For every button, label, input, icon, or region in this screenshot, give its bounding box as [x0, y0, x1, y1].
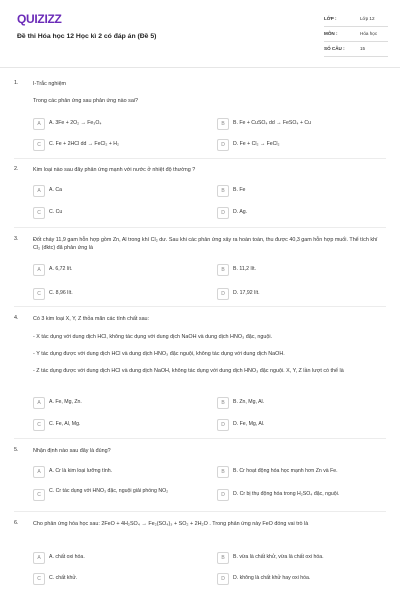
- meta-question-count: [324, 46, 365, 51]
- question-text: Có 3 kim loại X, Y, Z thỏa mãn các tính chất sau:: [33, 316, 150, 322]
- option-letter-box: D: [217, 288, 229, 300]
- option-text: A. Ca: [49, 187, 62, 193]
- question-number: 6.: [14, 520, 19, 526]
- question-divider: [14, 158, 386, 159]
- question-text: Kim loại nào sau đây phản ứng mạnh với nước ở nhiệt độ thường ?: [33, 167, 196, 173]
- option-text: C. Fe + 2HCl dd → FeCl₂ + H₂: [49, 141, 120, 147]
- meta-grade-value: Lớp 12: [360, 16, 375, 21]
- meta-divider: [324, 56, 388, 57]
- question-number: 2.: [14, 166, 19, 172]
- question-number: 3.: [14, 236, 19, 242]
- meta-grade-label: LỚP :: [324, 16, 337, 21]
- option-text: B. Fe: [233, 187, 246, 193]
- quizizz-logo: QUIZIZZ: [17, 12, 62, 26]
- option-text: C. Cr tác dụng với HNO₃ đặc, nguội giải phóng NO₂: [49, 488, 169, 494]
- option-letter-box: B: [217, 397, 229, 409]
- option-letter-box: A: [33, 185, 45, 197]
- option-text: D. Fe + Cl₂ → FeCl₂: [233, 141, 280, 147]
- option-text: B. 11,2 lít.: [233, 266, 256, 272]
- option-letter-box: A: [33, 264, 45, 276]
- question-divider: [14, 511, 386, 512]
- option-text: B. Cr hoạt động hóa học mạnh hơn Zn và Fe.: [233, 468, 338, 474]
- document-header: [0, 0, 400, 68]
- option-text: B. Fe + CuSO₄ dd → FeSO₄ + Cu: [233, 120, 312, 126]
- option-letter-box: A: [33, 466, 45, 478]
- question-text: Trong các phản ứng sau phản ứng nào sai?: [33, 98, 139, 104]
- option-text: C. 8,96 lít.: [49, 290, 73, 296]
- option-text: A. Fe, Mg, Zn.: [49, 399, 82, 405]
- question-divider: [14, 227, 386, 228]
- option-text: C. Fe, Al, Mg.: [49, 421, 81, 427]
- question-divider: [14, 438, 386, 439]
- question-number: 1.: [14, 80, 19, 86]
- option-letter-box: D: [217, 489, 229, 501]
- question-divider: [14, 306, 386, 307]
- option-letter-box: B: [217, 185, 229, 197]
- option-letter-box: C: [33, 489, 45, 501]
- meta-divider: [324, 26, 388, 27]
- option-text: B. Zn, Mg, Al.: [233, 399, 265, 405]
- meta-divider: [324, 41, 388, 42]
- meta-count-label: SỐ CÂU :: [324, 46, 345, 51]
- option-text: A. Cr là kim loại lưỡng tính.: [49, 468, 113, 474]
- option-text: D. Fe, Mg, Al.: [233, 421, 265, 427]
- page-title: Đề thi Hóa học 12 Học kì 2 có đáp án (Đề 5): [17, 33, 157, 40]
- question-condition-z: - Z tác dụng được với dung dịch HCl và dung dịch NaOH, không tác dụng với dung dịch HNO₃ đặc nguội. X, Y, Z lần lượt có thể là: [33, 368, 344, 374]
- option-letter-box: C: [33, 207, 45, 219]
- option-letter-box: B: [217, 118, 229, 130]
- option-letter-box: D: [217, 573, 229, 585]
- option-text: A. 3Fe + 2O₂ → Fe₃O₄: [49, 120, 102, 126]
- meta-subject-value: Hóa học: [360, 31, 378, 36]
- question-number: 5.: [14, 447, 19, 453]
- question-condition-x: - X tác dụng với dung dịch HCl, không tác dụng với dung dịch NaOH và dung dịch HNO₃ đặc, nguội.: [33, 334, 273, 340]
- option-text: A. 6,72 lít.: [49, 266, 73, 272]
- option-letter-box: B: [217, 466, 229, 478]
- meta-grade: [324, 16, 375, 21]
- question-section-heading: I-Trắc nghiệm: [33, 81, 67, 87]
- option-letter-box: D: [217, 419, 229, 431]
- option-letter-box: C: [33, 419, 45, 431]
- option-text: A. chất oxi hóa.: [49, 554, 85, 560]
- meta-subject-label: MÔN :: [324, 31, 338, 36]
- option-text: B. vừa là chất khử, vừa là chất oxi hóa.: [233, 554, 324, 560]
- option-letter-box: C: [33, 288, 45, 300]
- question-text: Cho phản ứng hóa học sau: 2FeO + 4H₂SO₄ → Fe₂(SO₄)₃ + SO₂ + 2H₂O . Trong phản ứng này FeO đóng vai trò là: [33, 521, 309, 527]
- option-text: D. không là chất khử hay oxi hóa.: [233, 575, 311, 581]
- option-letter-box: B: [217, 552, 229, 564]
- option-text: C. Cu: [49, 209, 63, 215]
- option-letter-box: A: [33, 118, 45, 130]
- option-text: D. Ag.: [233, 209, 248, 215]
- question-number: 4.: [14, 315, 19, 321]
- option-letter-box: A: [33, 552, 45, 564]
- question-condition-y: - Y tác dụng được với dung dịch HCl và dung dịch HNO₃ đặc nguội, không tác dụng với dung dịch NaOH.: [33, 351, 285, 357]
- option-text: D. 17,92 lít.: [233, 290, 260, 296]
- option-letter-box: C: [33, 139, 45, 151]
- option-letter-box: A: [33, 397, 45, 409]
- option-letter-box: D: [217, 207, 229, 219]
- option-text: C. chất khử.: [49, 575, 78, 581]
- question-text: Đốt cháy 11,9 gam hỗn hợp gồm Zn, Al trong khí Cl₂ dư. Sau khi các phản ứng xảy ra hoàn toàn, thu được 40,3 gam hỗn hợp muối. Thể tích khí Cl₂ (đktc) đã phản ứng là: [33, 237, 378, 252]
- meta-subject: [324, 31, 377, 36]
- question-text: Nhận định nào sau đây là đúng?: [33, 448, 111, 454]
- option-letter-box: C: [33, 573, 45, 585]
- option-letter-box: D: [217, 139, 229, 151]
- option-letter-box: B: [217, 264, 229, 276]
- meta-count-value: 15: [360, 46, 366, 51]
- option-text: D. Cr bị thụ động hóa trong H₂SO₄ đặc, nguội.: [233, 491, 340, 497]
